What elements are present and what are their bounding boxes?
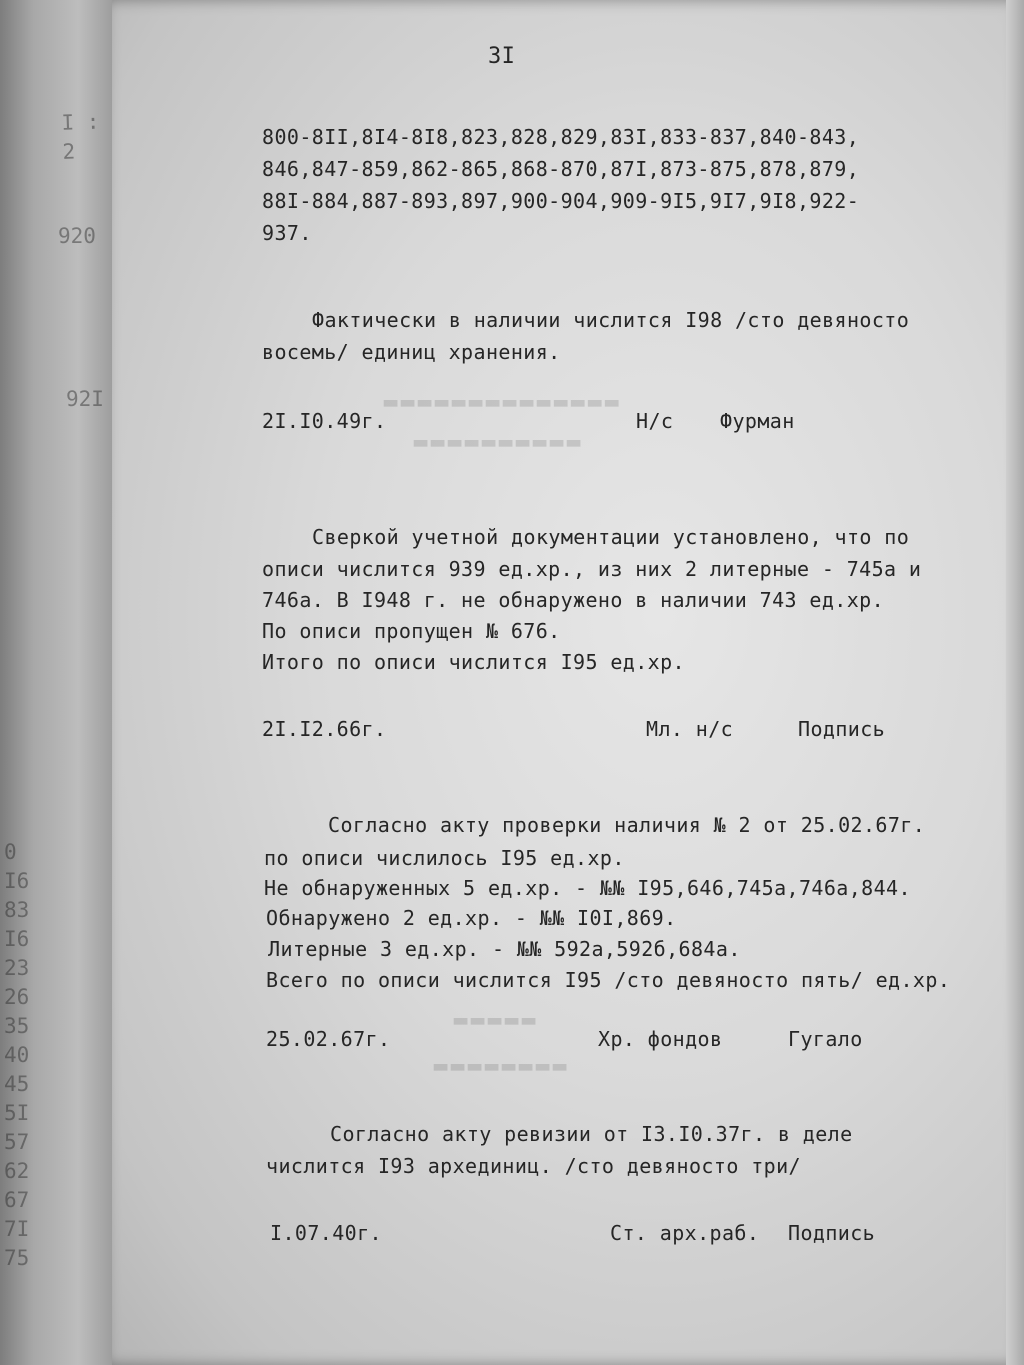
adjacent-page-fragment: I6 xyxy=(4,927,30,951)
entry-1-line: восемь/ единиц хранения. xyxy=(262,340,561,364)
adjacent-page-fragment: 23 xyxy=(4,956,30,980)
entry-4-signature: Подпись xyxy=(788,1221,876,1245)
adjacent-page-fragment: 57 xyxy=(4,1130,30,1154)
entry-1-date: 2I.I0.49г. xyxy=(262,409,387,433)
unit-list-line: 937. xyxy=(262,221,312,245)
bleed-through-shadow: ▬▬▬▬▬ xyxy=(452,1010,538,1031)
unit-list-line: 800-8II,8I4-8I8,823,828,829,83I,833-837,840-843, xyxy=(262,125,860,149)
entry-2-line: По описи пропущен № 676. xyxy=(262,619,561,643)
adjacent-page-number-1: 920 xyxy=(58,224,96,248)
entry-3-line: Обнаружено 2 ед.хр. - №№ I0I,869. xyxy=(266,906,677,930)
entry-2-date: 2I.I2.66г. xyxy=(262,717,387,741)
entry-3-line: Согласно акту проверки наличия № 2 от 25.02.67г. xyxy=(328,813,926,837)
entry-4-position: Ст. арх.раб. xyxy=(610,1221,760,1245)
unit-list-line: 88I-884,887-893,897,900-904,909-9I5,9I7,9I8,922- xyxy=(262,189,860,213)
page-edge xyxy=(1006,0,1024,1365)
entry-3-position: Хр. фондов xyxy=(598,1027,723,1051)
adjacent-page-fragment: 83 xyxy=(4,898,30,922)
adjacent-page-fragment: 67 xyxy=(4,1188,30,1212)
entry-1-position: Н/с xyxy=(636,409,674,433)
bleed-through-shadow: ▬▬▬▬▬▬▬▬ xyxy=(432,1056,569,1077)
entry-1-signature: Фурман xyxy=(720,409,795,433)
entry-3-line: Не обнаруженных 5 ед.хр. - №№ I95,646,745а,746а,844. xyxy=(264,876,911,900)
adjacent-page-fragment: 75 xyxy=(4,1246,30,1270)
adjacent-page-column xyxy=(4,838,29,1273)
entry-3-line: Всего по описи числится I95 /сто девяносто пять/ ед.хр. xyxy=(266,968,951,992)
adjacent-page-fragment: 35 xyxy=(4,1014,30,1038)
adjacent-page-fragment: I6 xyxy=(4,869,30,893)
entry-2-line: Сверкой учетной документации установлено, что по xyxy=(312,525,910,549)
entry-3-date: 25.02.67г. xyxy=(266,1027,391,1051)
entry-3-line: Литерные 3 ед.хр. - №№ 592а,592б,684а. xyxy=(268,937,741,961)
adjacent-page-fragment: 45 xyxy=(4,1072,30,1096)
page-number: 3I xyxy=(488,44,516,69)
adjacent-page-fragment: 7I xyxy=(4,1217,30,1241)
adjacent-page-fragment: 40 xyxy=(4,1043,30,1067)
entry-3-line: по описи числилось I95 ед.хр. xyxy=(264,846,625,870)
entry-2-position: Мл. н/с xyxy=(646,717,734,741)
unit-list-line: 846,847-859,862-865,868-870,87I,873-875,878,879, xyxy=(262,157,860,181)
adjacent-page-header: I : 2 xyxy=(61,109,100,164)
bleed-through-shadow: ▬▬▬▬▬▬▬▬▬▬▬▬▬▬ xyxy=(382,392,621,413)
entry-4-line: Согласно акту ревизии от I3.I0.37г. в деле xyxy=(330,1122,853,1146)
adjacent-page-number-2: 92I xyxy=(66,387,104,411)
entry-4-date: I.07.40г. xyxy=(270,1221,382,1245)
adjacent-page-fragment: 5I xyxy=(4,1101,30,1125)
entry-3-signature: Гугало xyxy=(788,1027,863,1051)
adjacent-page-fragment: 26 xyxy=(4,985,30,1009)
entry-2-signature: Подпись xyxy=(798,717,886,741)
adjacent-page-fragment: 0 xyxy=(4,840,17,864)
adjacent-page-fragment: 62 xyxy=(4,1159,30,1183)
entry-2-line: Итого по описи числится I95 ед.хр. xyxy=(262,650,685,674)
entry-2-line: описи числится 939 ед.хр., из них 2 литерные - 745а и xyxy=(262,557,922,581)
entry-2-line: 746а. В I948 г. не обнаружено в наличии 743 ед.хр. xyxy=(262,588,885,612)
entry-1-line: Фактически в наличии числится I98 /сто девяносто xyxy=(312,308,910,332)
adjacent-page xyxy=(0,0,112,1365)
entry-4-line: числится I93 архединиц. /сто девяносто три/ xyxy=(266,1154,801,1178)
bleed-through-shadow: ▬▬▬▬▬▬▬▬▬▬ xyxy=(412,432,583,453)
